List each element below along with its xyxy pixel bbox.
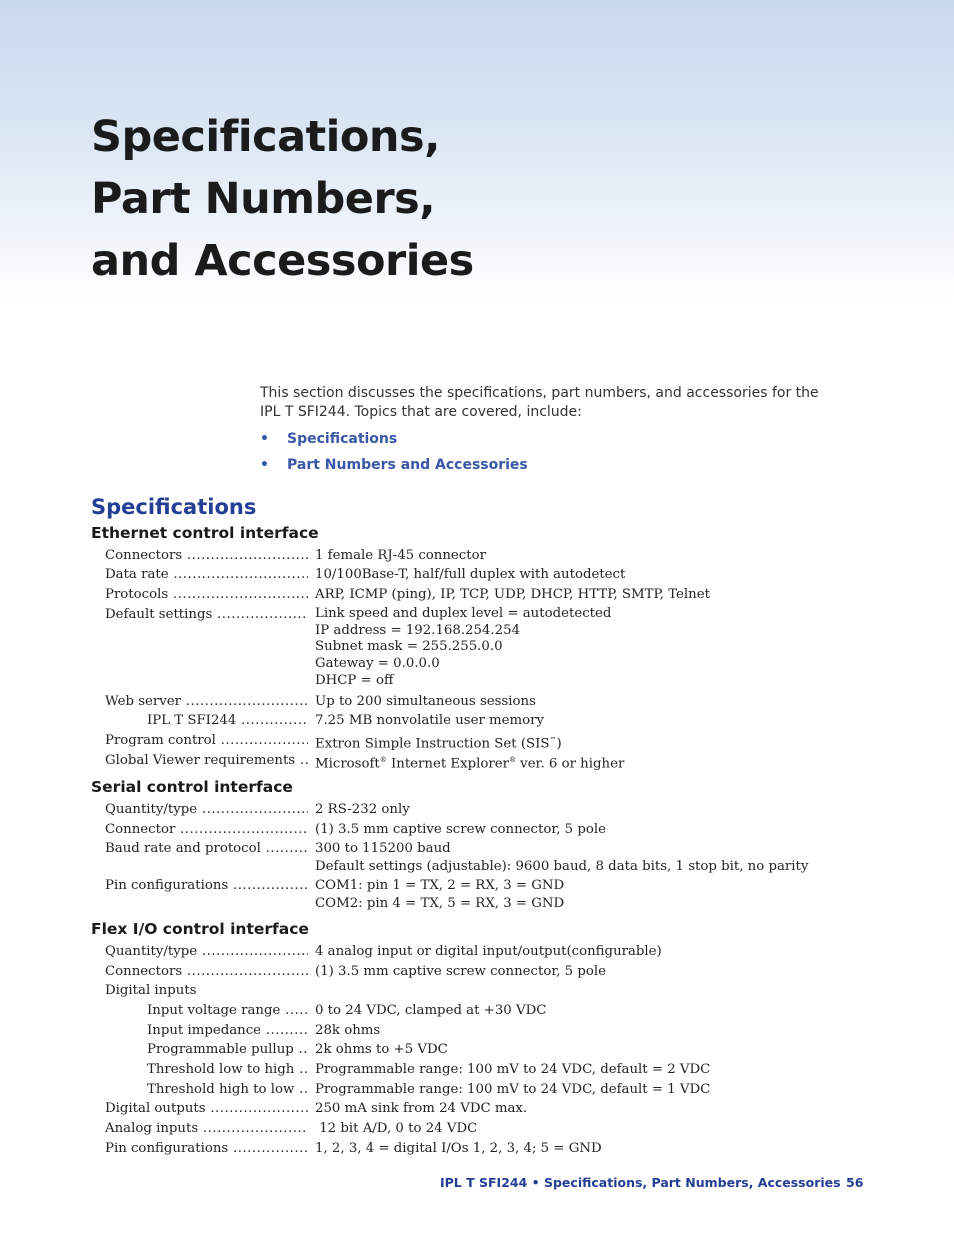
serial-heading: Serial control interface [91,778,293,796]
spec-value [315,840,808,875]
spec-value-line: 300 to 115200 baud [315,841,451,856]
spec-value [315,877,564,912]
spec-label: Programmable pullup ..... [147,1041,308,1058]
spec-label: Threshold low to high ..... [147,1061,308,1078]
spec-value-line: Programmable range: 100 mV to 24 VDC, default = 2 VDC [315,1062,711,1077]
spec-value [315,1081,710,1098]
topic-link-label: Part Numbers and Accessories [287,457,528,473]
trademark-mark: ™ [549,736,557,744]
flex-heading: Flex I/O control interface [91,920,309,938]
spec-value [315,1120,477,1137]
spec-label: Connectors ..... [105,963,308,980]
spec-value-line: 0 to 24 VDC, clamped at +30 VDC [315,1003,547,1018]
page-title [91,106,474,292]
spec-value-line: 7.25 MB nonvolatile user memory [315,713,545,728]
bullet-icon: • [260,431,269,447]
spec-value-line: DHCP = off [315,672,394,688]
spec-value [315,566,625,583]
spec-value [315,712,544,729]
intro-paragraph: This section discusses the specifications, part numbers, and accessories for the IPL T SFI244. Topics that are covered, include: [260,385,819,420]
spec-label: Threshold high to low ..... [147,1081,308,1098]
spec-label: Web server ..... [105,693,308,710]
spec-label: Input impedance ..... [147,1022,308,1039]
spec-value [315,606,611,690]
spec-label: Quantity/type ..... [105,943,308,960]
spec-label: Pin configurations ..... [105,1140,308,1157]
spec-value-line: 1 female RJ-45 connector [315,548,486,563]
spec-value-line: 250 mA sink from 24 VDC max. [315,1101,528,1116]
spec-label: Digital inputs [105,983,197,998]
spec-value [315,821,606,838]
spec-value-line: 1, 2, 3, 4 = digital I/Os 1, 2, 3, 4; 5 = GND [315,1141,602,1156]
spec-value-line: 12 bit A/D, 0 to 24 VDC [315,1121,478,1136]
spec-value [315,963,606,980]
spec-label: Protocols ..... [105,586,308,603]
spec-value-line: 4 analog input or digital input/output(configurable) [315,944,662,959]
spec-value-part: Microsoft [315,756,380,772]
spec-value-line: (1) 3.5 mm captive screw connector, 5 pole [315,822,606,837]
spec-value [315,547,486,564]
spec-value-line: Gateway = 0.0.0.0 [315,656,440,672]
spec-label: Quantity/type ..... [105,801,308,818]
spec-value [315,1002,546,1019]
spec-label: IPL T SFI244 ..... [147,712,308,729]
spec-value [315,801,410,818]
section-heading-specifications: Specifications [91,495,257,519]
trademark-mark: ® [508,756,516,764]
spec-value-line: Programmable range: 100 mV to 24 VDC, default = 1 VDC [315,1082,711,1097]
spec-label: Default settings ..... [105,606,308,623]
spec-value-line: ARP, ICMP (ping), IP, TCP, UDP, DHCP, HTTP, SMTP, Telnet [315,587,710,602]
spec-value [315,1041,448,1058]
spec-value [315,752,624,772]
topic-link-label: Specifications [287,431,398,447]
spec-value-line: 2k ohms to +5 VDC [315,1042,448,1057]
spec-value-line: IP address = 192.168.254.254 [315,622,521,638]
spec-value-part: ) [556,736,562,752]
spec-value-line: 10/100Base-T, half/full duplex with autodetect [315,567,626,582]
spec-value-line: 2 RS-232 only [315,802,410,817]
spec-label: Analog inputs ..... [105,1120,308,1137]
spec-value [315,1061,710,1078]
page-title-line-2: Part Numbers, [91,174,436,224]
spec-value-line: Subnet mask = 255.255.0.0 [315,639,503,655]
bullet-icon: • [260,457,269,473]
topic-link-part-numbers[interactable] [260,456,528,482]
spec-label: Global Viewer requirements ..... [105,752,308,769]
spec-label: Program control ..... [105,732,308,749]
spec-value-part: Internet Explorer [386,756,509,772]
spec-value [315,732,562,752]
spec-value-line: Up to 200 simultaneous sessions [315,694,536,709]
spec-value [315,1140,602,1157]
footer-text: IPL T SFI244 • Specifications, Part Numbers, Accessories [440,1175,841,1190]
topic-list [260,430,528,482]
ethernet-heading: Ethernet control interface [91,524,319,542]
spec-value-line: COM2: pin 4 = TX, 5 = RX, 3 = GND [315,895,565,911]
spec-value-line: (1) 3.5 mm captive screw connector, 5 pole [315,964,606,979]
spec-value-line: 28k ohms [315,1023,381,1038]
spec-value [315,943,662,960]
trademark-mark: ® [379,756,387,764]
spec-label: Input voltage range ..... [147,1002,308,1019]
page-title-line-3: and Accessories [91,236,474,286]
spec-value [315,693,536,710]
spec-value [315,586,710,603]
spec-label: Data rate ..... [105,566,308,583]
spec-value-line: Link speed and duplex level = autodetected [315,606,612,621]
spec-value-part: ver. 6 or higher [515,756,625,772]
spec-value [315,1022,380,1039]
spec-label: Digital outputs ..... [105,1100,308,1117]
topic-link-specifications[interactable] [260,430,528,456]
spec-value-line: Default settings (adjustable): 9600 baud, 8 data bits, 1 stop bit, no parity [315,858,809,874]
spec-value [315,1100,527,1117]
spec-value-line: COM1: pin 1 = TX, 2 = RX, 3 = GND [315,878,565,893]
spec-label: Baud rate and protocol ..... [105,840,308,857]
page-title-line-1: Specifications, [91,112,440,162]
page-number: 56 [846,1175,864,1190]
spec-label: Connectors ..... [105,547,308,564]
spec-label: Pin configurations ..... [105,877,308,894]
spec-value-part: Extron Simple Instruction Set (SIS [315,736,550,752]
spec-label: Connector ..... [105,821,308,838]
